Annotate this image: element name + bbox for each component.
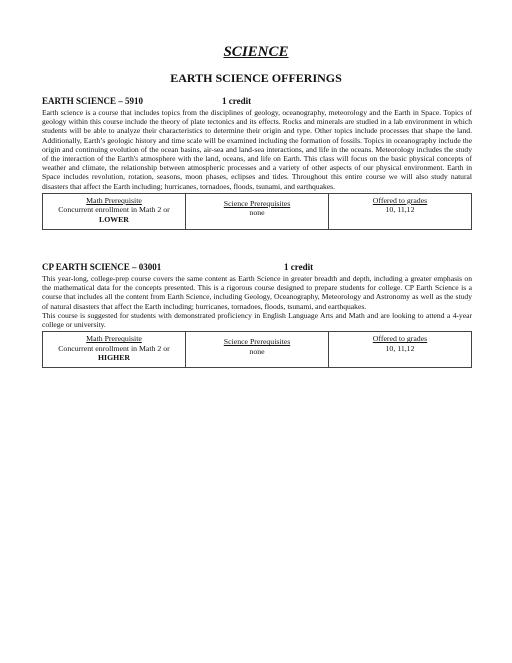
course-header (42, 96, 472, 108)
math-prerequisite-level: LOWER (99, 215, 129, 225)
grades-cell (329, 193, 472, 229)
course-description (42, 274, 472, 329)
requirements-table (42, 331, 472, 368)
math-prerequisite-header: Math Prerequisite (86, 334, 142, 344)
science-prerequisite-value: none (249, 346, 265, 356)
grades-value: 10, 11,12 (385, 343, 415, 353)
math-prerequisite-header: Math Prerequisite (86, 195, 142, 205)
course-name: CP EARTH SCIENCE – 03001 (42, 262, 162, 272)
course-credit: 1 credit (284, 262, 314, 272)
requirements-table (42, 193, 472, 230)
math-prerequisite-cell (43, 193, 186, 229)
science-prerequisite-header: Science Prerequisites (223, 337, 291, 347)
description-paragraph: This year-long, college-prep course covers the same content as Earth Science in greater breadth and depth, including a greater emphasis on the mathematical data for the concepts presented. This is a rigorous course designed to prepare students for college. CP Earth Science is a course that includes all the content from Earth Science, including Geology, Oceanography, Meteorology and Astronomy as well as the study of natural disasters that affect the Earth including; hurricanes, tornadoes, floods, tsunami, and earthquakes. (42, 274, 472, 311)
science-prerequisite-cell (186, 332, 329, 368)
math-prerequisite-level: HIGHER (97, 353, 131, 363)
description-paragraph: Earth science is a course that includes topics from the disciplines of geology, oceanography, meteorology and the Earth in Space. Topics of geology within this course include the theory of plate tectonics and its effects. Rocks and minerals are studied in a lab environment in which students will be able to analyze their characteristics to determine their origin and type. Other topics include processes that shape the land. Additionally, Earth’s geologic history and time scale will be examined including the formation of fossils. Topics in oceanography include the origin and continuing evolution of the ocean basins, air-sea and land-sea interactions, and life in the oceans. Meteorology includes the study of the interaction of the Earth's atmosphere with the land, oceans, and life on Earth. This class will focus on the basic physical concepts of weather and climate, the relationship between atmospheric processes and a variety of other aspects of our physical environment. Earth in Space includes revolution, rotation, seasons, moon phases, eclipses and tides. Throughout this entire course we will also study natural disasters that affect the Earth including; hurricanes, tornadoes, floods, tsunami, and earthquakes. (42, 108, 472, 191)
course-description (42, 108, 472, 191)
grades-header: Offered to grades (372, 334, 428, 344)
grades-header: Offered to grades (372, 195, 428, 205)
description-paragraph: This course is suggested for students with demonstrated proficiency in English Language Arts and Math and are looking to attend a 4-year college or university. (42, 310, 472, 330)
section-title: EARTH SCIENCE OFFERINGS (170, 71, 342, 85)
science-prerequisite-cell (186, 193, 329, 229)
grades-value: 10, 11,12 (385, 205, 415, 215)
course-header (42, 262, 472, 274)
science-prerequisite-value: none (249, 208, 265, 218)
course-credit: 1 credit (222, 96, 252, 106)
math-prerequisite-cell (43, 332, 186, 368)
math-prerequisite-text: Concurrent enrollment in Math 2 or (58, 205, 170, 215)
grades-cell (329, 332, 472, 368)
math-prerequisite-text: Concurrent enrollment in Math 2 or (58, 343, 170, 353)
science-prerequisite-header: Science Prerequisites (223, 198, 291, 208)
course-name: EARTH SCIENCE – 5910 (42, 96, 143, 106)
course-earth-science (42, 96, 472, 230)
course-cp-earth-science (42, 262, 472, 368)
page-title: SCIENCE (223, 44, 289, 60)
